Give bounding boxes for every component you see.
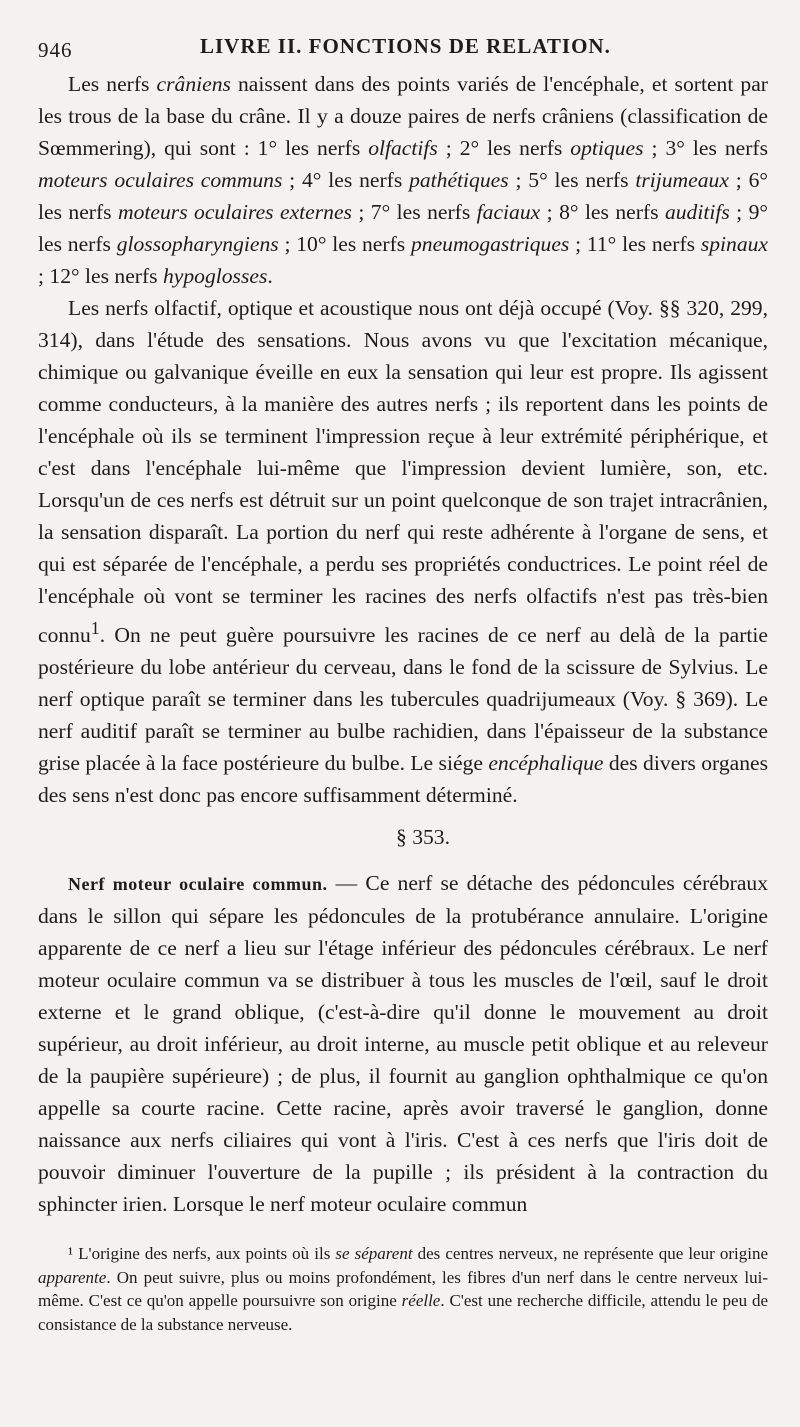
paragraph-sensory-nerves: Les nerfs olfactif, optique et acoustique nous ont déjà occupé (Voy. §§ 320, 299, 314), dans l'étude des sensations. Nous avons vu que l'excitation mécanique, chimique ou galvanique éveille en eux la sensation qui leur est propre. Ils agissent comme conducteurs, à la manière des autres nerfs ; ils reportent dans les points de l'encéphale où ils se terminent l'impression reçue à leur extrémité périphérique, et c'est dans l'encéphale lui-même que l'impression devient lumière, son, etc. Lorsqu'un de ces nerfs est détruit sur un point quelconque de son trajet intracrânien, la sensation disparaît. La portion du nerf qui reste adhérente à l'organe de sens, et qui est séparée de l'encéphale, a perdu ses propriétés conductrices. Le point réel de l'encéphale où vont se terminer les racines des nerfs olfactifs n'est pas très-bien connu$^1$. On ne peut guère poursuivre les racines de ce nerf au delà de la partie postérieure du lobe antérieur du cerveau, dans le fond de la scissure de Sylvius. Le nerf optique paraît se terminer dans les tubercules quadrijumeaux (Voy. § 369). Le nerf auditif paraît se terminer au bulbe rachidien, dans l'épaisseur de la substance grise placée à la face postérieure du bulbe. Le siége encéphalique des divers organes des sens n'est donc pas encore suffisamment déterminé. <box>38 296 768 808</box>
section-rubric: Nerf moteur oculaire commun. <box>68 874 328 895</box>
page-header <box>38 28 768 68</box>
footnotes <box>38 1242 768 1336</box>
section-number: § 353. <box>396 825 450 850</box>
footnote-reference: 1 <box>90 618 100 638</box>
paragraph-oculomotor-nerve: Nerf moteur oculaire commun. — Ce nerf se détache des pédoncules cérébraux dans le sillon qui sépare les pédoncules de la protubérance annulaire. L'origine apparente de ce nerf a lieu sur l'étage inférieur des pédoncules cérébraux. Le nerf moteur oculaire commun va se distribuer à tous les muscles de l'œil, sauf le droit externe et le grand oblique, (c'est-à-dire qu'il donne le mouvement au droit supérieur, au droit inférieur, au droit interne, au muscle petit oblique et au releveur de la paupière supérieure) ; de plus, il fournit au ganglion ophthalmique ce qu'on appelle sa courte racine. Cette racine, après avoir traversé le ganglion, donne naissance aux nerfs ciliaires qui vont à l'iris. C'est à ces nerfs que l'iris doit de pouvoir diminuer l'ouverture de la pupille ; ils président à la contraction du sphincter irien. Lorsque le nerf moteur oculaire commun <box>38 871 769 1217</box>
running-title: LIVRE II. FONCTIONS DE RELATION. <box>200 34 611 58</box>
body-text <box>38 68 768 1220</box>
footnote-1: ¹ L'origine des nerfs, aux points où ils se séparent des centres nerveux, ne représente que leur origine apparente. On peut suivre, plus ou moins profondément, les fibres d'un nerf dans le centre nerveux lui-même. C'est ce qu'on appelle poursuivre son origine réelle. C'est une recherche difficile, attendu le peu de consistance de la substance nerveuse. <box>38 1244 768 1334</box>
paragraph-cranial-nerves: Les nerfs crâniens naissent dans des points variés de l'encéphale, et sortent par les trous de la base du crâne. Il y a douze paires de nerfs crâniens (classification de Sœmmering), qui sont : 1° les nerfs olfactifs ; 2° les nerfs optiques ; 3° les nerfs moteurs oculaires communs ; 4° les nerfs pathétiques ; 5° les nerfs trijumeaux ; 6° les nerfs moteurs oculaires externes ; 7° les nerfs faciaux ; 8° les nerfs auditifs ; 9° les nerfs glossopharyngiens ; 10° les nerfs pneumogastriques ; 11° les nerfs spinaux ; 12° les nerfs hypoglosses. <box>38 72 769 288</box>
page-number: 946 <box>38 38 73 62</box>
